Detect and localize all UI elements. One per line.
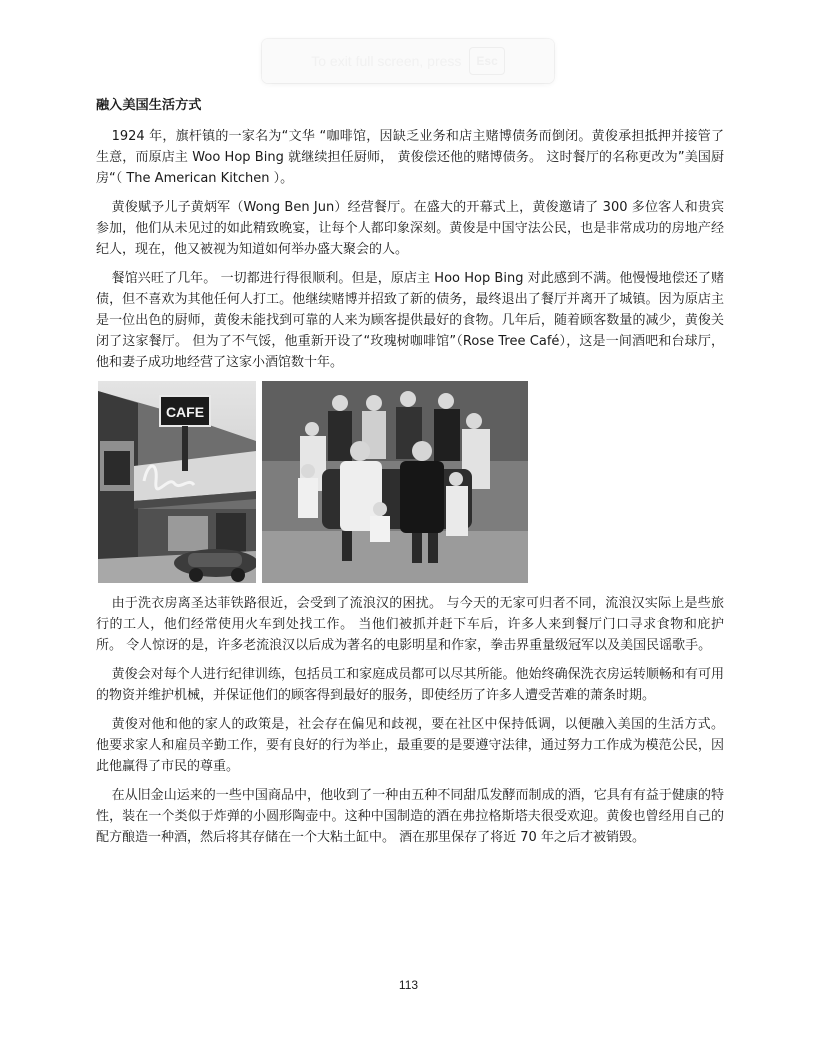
fullscreen-exit-notice	[262, 39, 554, 83]
page-number: 113	[398, 978, 419, 992]
section-title: 融入美国生活方式	[96, 98, 202, 113]
fullscreen-notice-text: To exit full screen, press	[311, 53, 462, 69]
paragraph-4: 由于洗衣房离圣达菲铁路很近，会受到了流浪汉的困扰。 与今天的无家可归者不同，流浪汉实际上是些旅行的工人，他们经常使用火车到处找工作。 当他们被抓并赶下车后，许多人来到餐厅门口寻求食物和庇护所。 令人惊讶的是，许多老流浪汉以后成为著名的电影明星和作家，拳击界重量级冠军以及美国民谣歌手。	[96, 596, 724, 653]
photo-row	[96, 381, 724, 585]
esc-key-badge[interactable]: Esc	[469, 47, 504, 75]
paragraph-3: 餐馆兴旺了几年。 一切都进行得很顺利。但是，原店主 Hoo Hop Bing 对此感到不满。他慢慢地偿还了赌债，但不喜欢为其他任何人打工。他继续赌博并招致了新的债务，最终退出了餐厅并离开了城镇。因为原店主是一位出色的厨师，黄俊未能找到可靠的人来为顾客提供最好的食物。几年后，随着顾客数量的减少，黄俊关闭了这家餐厅。 但为了不气馁，他重新开设了“玫瑰树咖啡馆”（Rose Tree Café），这是一间酒吧和台球厅，他和妻子成功地经营了这家小酒馆数十年。	[96, 271, 724, 370]
family-portrait-photo	[262, 381, 528, 583]
paragraph-1: 1924 年，旗杆镇的一家名为“文华 “咖啡馆，因缺乏业务和店主赌博债务而倒闭。黄俊承担抵押并接管了生意，而原店主 Woo Hop Bing 就继续担任厨师， 黄俊偿还他的赌博债务。 这时餐厅的名称更改为”美国厨房“（ The American Kitchen ）。	[96, 129, 724, 186]
cafe-sign-text: CAFE	[165, 404, 205, 420]
cafe-street-photo	[98, 381, 256, 583]
paragraph-5: 黄俊会对每个人进行纪律训练，包括员工和家庭成员都可以尽其所能。他始终确保洗衣房运转顺畅和有可用的物资并维护机械，并保证他们的顾客得到最好的服务，即使经历了许多人遭受苦难的萧条时期。	[96, 667, 724, 703]
paragraph-6: 黄俊对他和他的家人的政策是，社会存在偏见和歧视，要在社区中保持低调，以便融入美国的生活方式。 他要求家人和雇员辛勤工作，要有良好的行为举止，最重要的是要遵守法律，通过努力工作成为模范公民，因此他赢得了市民的尊重。	[96, 717, 724, 774]
document-page	[96, 96, 724, 856]
paragraph-2: 黄俊赋予儿子黄炳军（Wong Ben Jun）经营餐厅。在盛大的开幕式上，黄俊邀请了 300 多位客人和贵宾参加，他们从未见过的如此精致晚宴，让每个人都印象深刻。黄俊是中国守法公民，也是非常成功的房地产经纪人，现在，他又被视为知道如何举办盛大聚会的人。	[96, 200, 724, 257]
paragraph-7: 在从旧金山运来的一些中国商品中，他收到了一种由五种不同甜瓜发酵而制成的酒，它具有有益于健康的特性，装在一个类似于炸弹的小圆形陶壶中。这种中国制造的酒在弗拉格斯塔夫很受欢迎。黄俊也曾经用自己的配方酿造一种酒，然后将其存储在一个大粘土缸中。 酒在那里保存了将近 70 年之后才被销毁。	[96, 788, 724, 845]
